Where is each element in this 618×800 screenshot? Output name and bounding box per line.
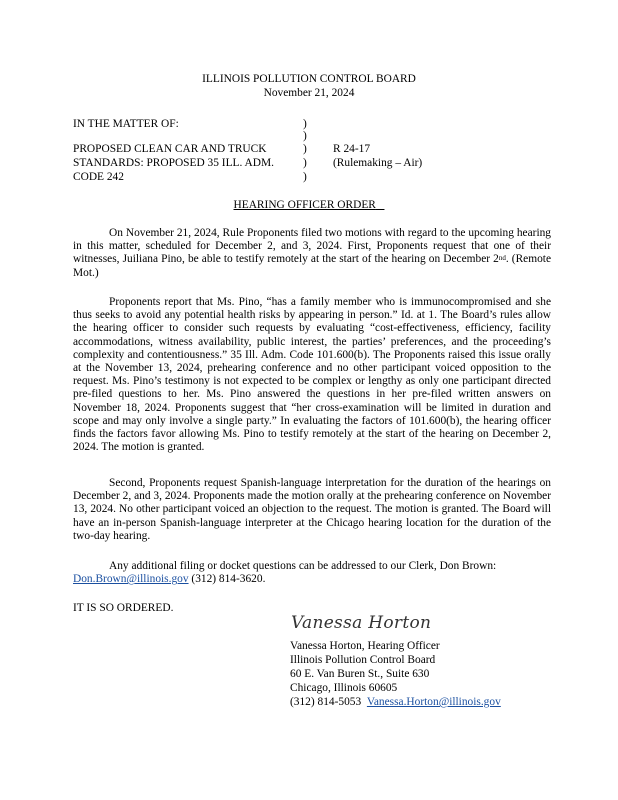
signer-city: Chicago, Illinois 60605 [290,682,398,694]
paragraph-clerk-contact [73,560,551,586]
signer-contact [290,696,501,709]
paragraph-3-text: Second, Proponents request Spanish-language interpretation for the duration of the hearings on December 2, and 3, 2024. Proponents made the motion orally at the prehearing conference on November 13, 2024. No other participant voiced an objection to the request. The motion is granted. The Board will have an in-person Spanish-language interpreter at the Chicago hearing location for the duration of the two-day hearing. [73,477,551,542]
paragraph-2-text: Proponents report that Ms. Pino, “has a family member who is immunocompromised and she thus seeks to avoid any potential health risks by appearing in person.” Id. at 1. The Board’s rules allow the hearing officer to consider such requests by evaluating “cost-effectiveness, efficiency, facility accommodations, witness availability, public interest, the parties’ preferences, and the proceeding’s complexity and contentiousness.” 35 Ill. Adm. Code 101.600(b). The Proponents raised this issue orally at the November 13, 2024, prehearing conference and no other participant voiced opposition to the request. Ms. Pino’s testimony is not expected to be complex or lengthy as only one participant directed pre-filed questions to her. Ms. Pino answered the questions in her pre-filed written answers on November 18, 2024. Proponents suggest that “her cross-examination will be limited in duration and scope and may only involve a single party.” In evaluating the factors of 101.600(b), the hearing officer finds the factors favor allowing Ms. Pino to testify remotely at the start of the hearing on December 2, 2024. The motion is granted. [73,296,551,454]
order-date: November 21, 2024 [263,87,355,99]
clerk-phone: (312) 814-3620. [188,573,266,586]
signer-address: 60 E. Van Buren St., Suite 630 [290,668,430,680]
paragraph-1-text: On November 21, 2024, Rule Proponents filed two motions with regard to the upcoming hearing in this matter, scheduled for December 2, and 3, 2024. First, Proponents request that one of their witnesses, Juiliana Pino, be able to testify remotely at the start of the hearing on December 2 [73,227,551,266]
signer-name: Vanessa Horton, Hearing Officer [290,640,440,652]
signer-org: Illinois Pollution Control Board [290,654,436,666]
paragraph-remote-analysis [73,296,551,454]
paragraph-4-text: Any additional filing or docket questions can be addressed to our Clerk, Don Brown: [109,560,497,572]
order-title [0,199,618,212]
clerk-email-link[interactable]: Don.Brown@illinois.gov [73,573,189,586]
docket-number: R 24-17 [333,143,371,155]
so-ordered: IT IS SO ORDERED. [73,602,174,614]
signer-email-link[interactable]: Vanessa.Horton@illinois.gov [366,696,501,708]
signer-phone: (312) 814-5053 [290,696,362,708]
order-title-text: HEARING OFFICER ORDER [233,199,376,211]
board-name: ILLINOIS POLLUTION CONTROL BOARD [202,73,416,85]
rulemaking-type: (Rulemaking – Air) [333,157,423,169]
caption-matter: IN THE MATTER OF: [73,118,179,130]
caption-paren: ) [303,157,307,169]
signature-image: Vanessa Horton [291,613,432,633]
caption-title-line2: STANDARDS: PROPOSED 35 ILL. ADM. [73,157,274,169]
paragraph-interpretation [73,477,551,543]
ordinal-suffix: nd [498,254,506,263]
paragraph-remote-motion [73,227,551,280]
caption-paren: ) [303,130,307,142]
caption-paren: ) [303,118,307,130]
paragraph-1-end: . (Remote Mot.) [73,253,552,279]
caption-title-line1: PROPOSED CLEAN CAR AND TRUCK [73,143,267,155]
caption-paren: ) [303,143,307,155]
caption-paren: ) [303,171,307,183]
caption-title-line3: CODE 242 [73,171,124,183]
